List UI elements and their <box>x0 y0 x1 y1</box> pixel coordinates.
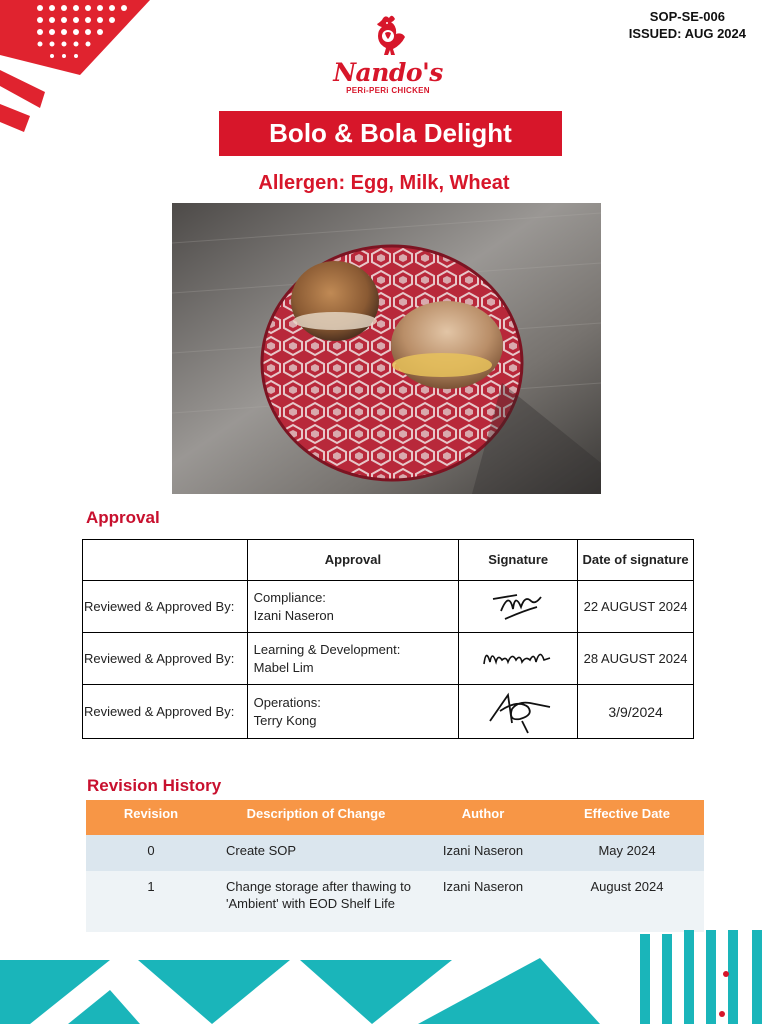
document-meta <box>629 8 746 42</box>
approver-name: Izani Naseron <box>253 607 334 623</box>
approval-approver <box>247 633 459 685</box>
revision-number: 1 <box>86 871 216 932</box>
approval-date: 28 AUGUST 2024 <box>578 633 694 685</box>
revision-row <box>86 835 704 871</box>
approver-role: Operations: <box>253 694 321 710</box>
approval-approver <box>247 581 459 633</box>
brand-logo <box>318 14 458 98</box>
revision-row <box>86 871 704 932</box>
approval-signature <box>459 581 578 633</box>
document-code: SOP-SE-006 <box>649 9 725 24</box>
approver-role: Learning & Development: <box>253 641 401 657</box>
revision-header-row <box>86 800 704 835</box>
issued-date: ISSUED: AUG 2024 <box>628 26 746 41</box>
product-photo <box>172 203 601 494</box>
approval-header-approval: Approval <box>247 540 459 581</box>
revision-description: Change storage after thawing to 'Ambient' with EOD Shelf Life <box>216 871 416 932</box>
signature-image <box>483 585 553 625</box>
brand-tagline: PERi-PERi CHICKEN <box>346 86 430 95</box>
approval-heading: Approval <box>86 508 160 527</box>
approval-date: 3/9/2024 <box>578 685 694 739</box>
approval-header-blank <box>83 540 248 581</box>
approval-table <box>82 539 694 739</box>
approver-name: Mabel Lim <box>253 659 314 675</box>
approval-row <box>83 685 694 739</box>
approval-label: Reviewed & Approved By: <box>83 581 248 633</box>
revision-author: Izani Naseron <box>416 871 550 932</box>
brand-name: Nando's <box>333 58 443 87</box>
approval-date: 22 AUGUST 2024 <box>578 581 694 633</box>
revision-effective-date: August 2024 <box>550 871 704 932</box>
product-title: Bolo & Bola Delight <box>219 111 562 156</box>
signature-image <box>478 685 558 735</box>
approval-header-row <box>83 540 694 581</box>
approval-label: Reviewed & Approved By: <box>83 633 248 685</box>
revision-number: 0 <box>86 835 216 871</box>
allergen-info: Allergen: Egg, Milk, Wheat <box>258 172 510 194</box>
approval-row <box>83 581 694 633</box>
revision-header-effective: Effective Date <box>550 800 704 835</box>
footer-decoration <box>0 930 768 1024</box>
approver-name: Terry Kong <box>253 712 317 728</box>
revision-header-description: Description of Change <box>216 800 416 835</box>
rooster-icon <box>366 14 410 58</box>
revision-heading: Revision History <box>87 776 222 795</box>
revision-description: Create SOP <box>216 835 416 871</box>
approval-approver <box>247 685 459 739</box>
approval-row <box>83 633 694 685</box>
revision-effective-date: May 2024 <box>550 835 704 871</box>
approval-signature <box>459 633 578 685</box>
revision-table <box>86 800 704 932</box>
revision-author: Izani Naseron <box>416 835 550 871</box>
approval-label: Reviewed & Approved By: <box>83 685 248 739</box>
revision-header-author: Author <box>416 800 550 835</box>
approval-header-date: Date of signature <box>578 540 694 581</box>
approver-role: Compliance: <box>253 589 326 605</box>
approval-signature <box>459 685 578 739</box>
corner-decoration <box>0 0 150 140</box>
revision-header-revision: Revision <box>86 800 216 835</box>
approval-header-signature: Signature <box>459 540 578 581</box>
signature-image <box>478 642 558 672</box>
